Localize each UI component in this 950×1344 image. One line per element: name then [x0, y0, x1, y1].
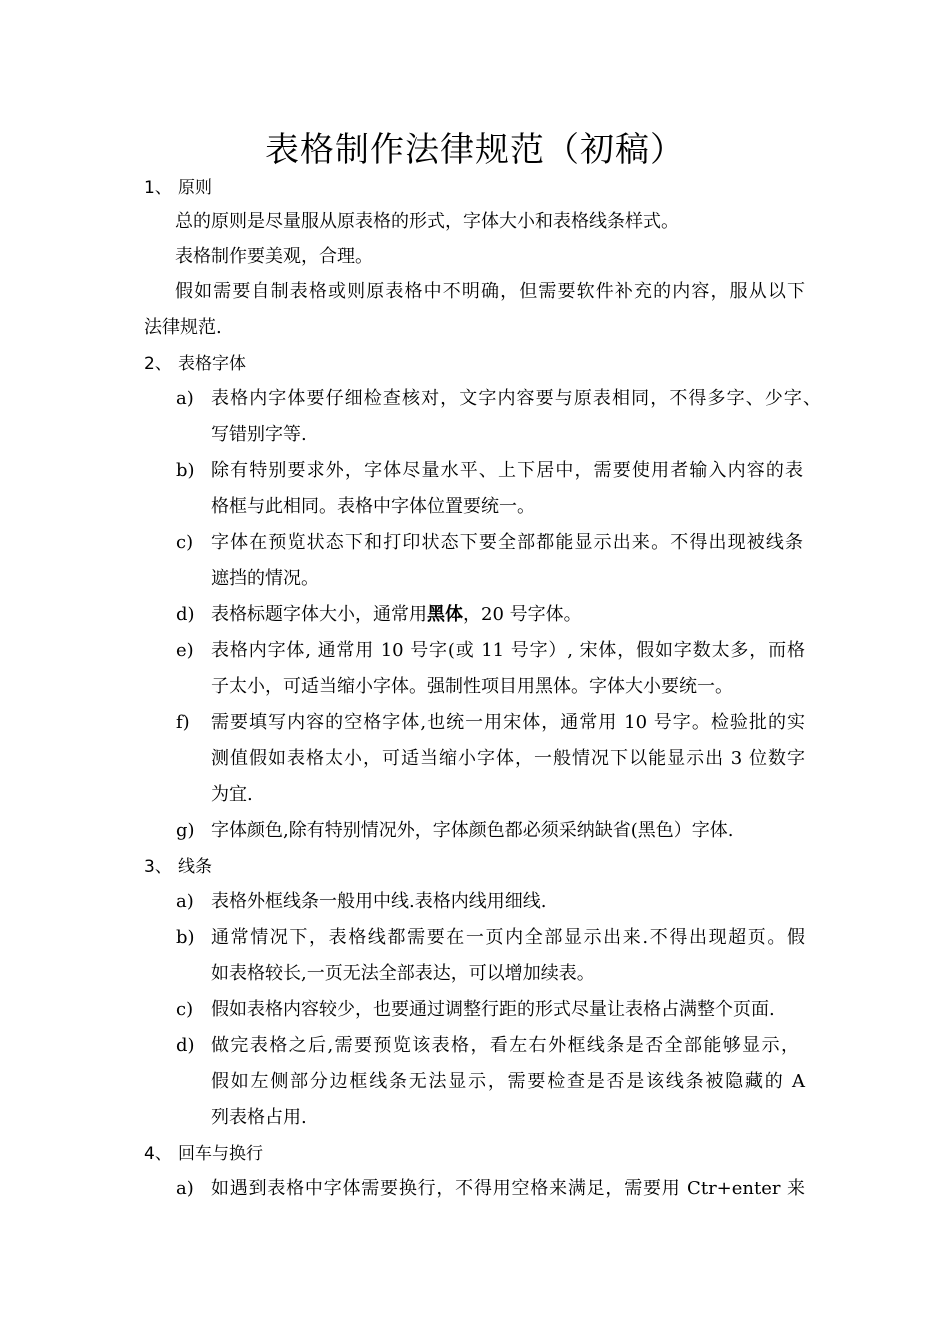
list-item-text: 如遇到表格中字体需要换行，不得用空格来满足，需要用 Ctr+enter 来 — [211, 1178, 805, 1199]
list-item-text: 表格内字体, 通常用 10 号字(或 11 号字）, 宋体，假如字数太多，而格 — [211, 640, 805, 661]
section-title: 线条 — [178, 857, 212, 877]
list-item-text — [211, 602, 582, 628]
paragraph: 总的原则是尽量服从原表格的形式，字体大小和表格线条样式。 — [175, 211, 679, 232]
paragraph: 假如需要自制表格或则原表格中不明确，但需要软件补充的内容，服从以下 — [175, 281, 805, 302]
list-marker: c) — [176, 532, 194, 553]
list-item-text: 列表格占用. — [211, 1107, 307, 1128]
list-item-text: 表格外框线条一般用中线.表格内线用细线. — [211, 891, 547, 912]
paragraph: 表格制作要美观，合理。 — [175, 246, 373, 267]
section-title: 表格字体 — [178, 354, 246, 374]
paragraph: 法律规范. — [144, 317, 222, 338]
section-1-heading — [144, 175, 212, 201]
list-marker: f) — [176, 712, 190, 733]
list-item-text: 字体颜色,除有特别情况外，字体颜色都必须采纳缺省(黑色）字体. — [211, 820, 734, 841]
list-marker: d) — [176, 1035, 195, 1056]
list-item-text: 字体在预览状态下和打印状态下要全部都能显示出来。不得出现被线条 — [211, 532, 803, 553]
text-run: 表格标题字体大小，通常用 — [211, 604, 427, 625]
list-marker: a) — [176, 1178, 194, 1199]
document-title: 表格制作法律规范（初稿） — [265, 130, 685, 170]
list-item-text: 做完表格之后,需要预览该表格，看左右外框线条是否全部能够显示， — [211, 1035, 799, 1056]
list-marker: d) — [176, 604, 195, 625]
bold-text: 黑体 — [427, 604, 463, 625]
list-item-text: 假如左侧部分边框线条无法显示，需要检查是否是该线条被隐藏的 A — [211, 1071, 805, 1092]
list-item-text: 假如表格内容较少，也要通过调整行距的形式尽量让表格占满整个页面. — [211, 999, 775, 1020]
list-item-text: 除有特别要求外，字体尽量水平、上下居中，需要使用者输入内容的表 — [211, 460, 803, 481]
list-item-text: 遮挡的情况。 — [211, 568, 319, 589]
list-marker: b) — [176, 927, 195, 948]
list-marker: g) — [176, 820, 195, 841]
list-item-text: 写错别字等. — [211, 424, 307, 445]
list-marker: a) — [176, 891, 194, 912]
section-number: 3、 — [144, 857, 172, 877]
list-marker: b) — [176, 460, 195, 481]
list-item-text: 为宜. — [211, 784, 253, 805]
list-item-text: 需要填写内容的空格字体,也统一用宋体，通常用 10 号字。检验批的实 — [211, 712, 805, 733]
section-title: 原则 — [178, 178, 212, 198]
section-title: 回车与换行 — [178, 1144, 263, 1164]
list-item-text: 格框与此相同。表格中字体位置要统一。 — [211, 496, 535, 517]
list-item-text: 通常情况下，表格线都需要在一页内全部显示出来.不得出现超页。假 — [211, 927, 805, 948]
list-item-text: 测值假如表格太小，可适当缩小字体，一般情况下以能显示出 3 位数字 — [211, 748, 805, 769]
list-item-text: 子太小，可适当缩小字体。强制性项目用黑体。字体大小要统一。 — [211, 676, 733, 697]
section-3-heading — [144, 854, 212, 880]
list-marker: a) — [176, 388, 194, 409]
list-item-text: 表格内字体要仔细检查核对，文字内容要与原表相同，不得多字、少字、 — [211, 388, 821, 409]
section-2-heading — [144, 351, 246, 377]
section-number: 4、 — [144, 1144, 172, 1164]
section-number: 2、 — [144, 354, 172, 374]
list-marker: c) — [176, 999, 194, 1020]
text-run: ，20 号字体。 — [463, 604, 582, 625]
list-marker: e) — [176, 640, 194, 661]
section-4-heading — [144, 1141, 263, 1167]
section-number: 1、 — [144, 178, 172, 198]
list-item-text: 如表格较长,一页无法全部表达，可以增加续表。 — [211, 963, 595, 984]
